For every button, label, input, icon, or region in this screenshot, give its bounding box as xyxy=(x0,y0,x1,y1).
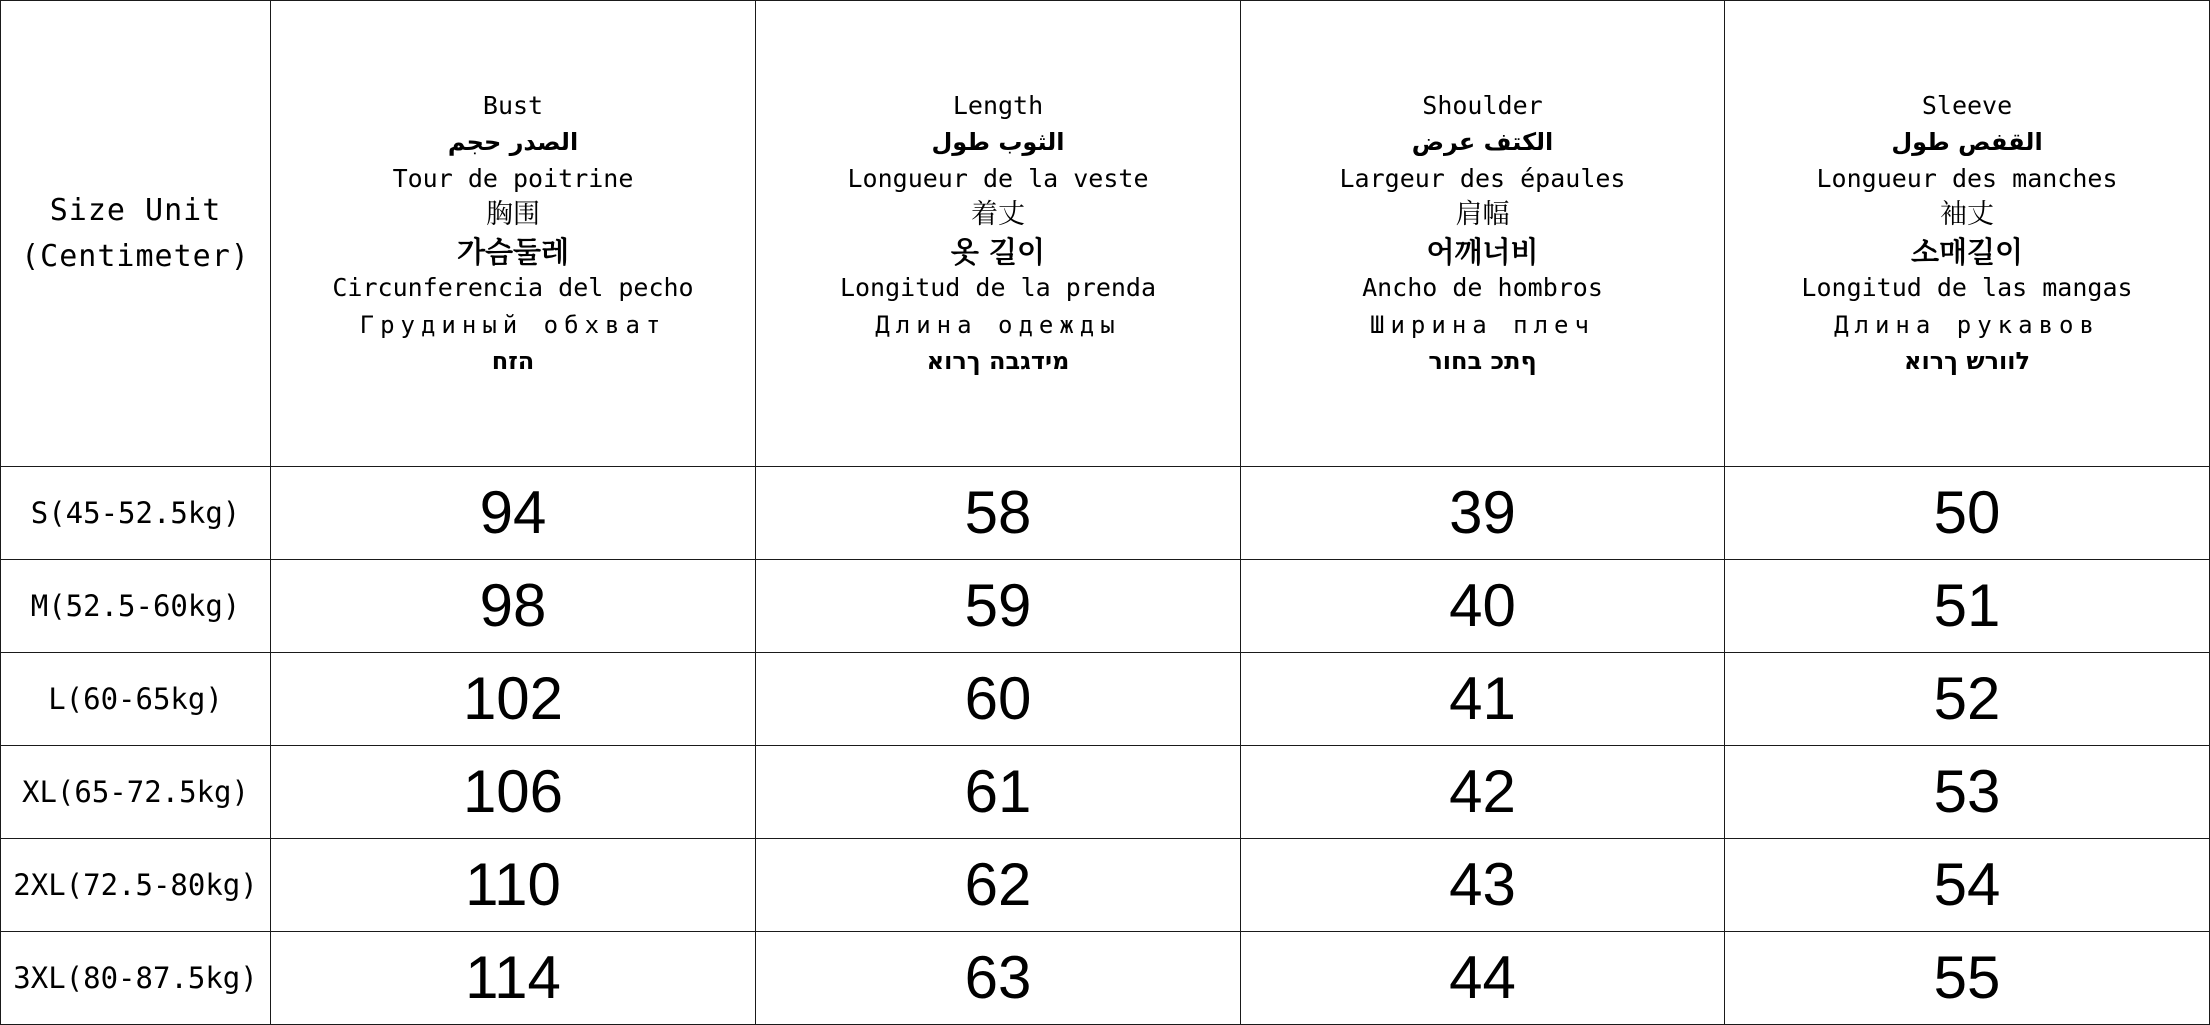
shoulder-value: 44 xyxy=(1241,932,1725,1025)
size-unit-header xyxy=(1,1,271,467)
header-text-ar: الثوب طول xyxy=(931,128,1065,156)
column-header-length xyxy=(756,1,1241,467)
shoulder-value: 40 xyxy=(1241,560,1725,653)
header-text-ar: الكتف عرض xyxy=(1411,128,1554,156)
header-text-en: Bust xyxy=(482,90,544,120)
header-text-fr: Longueur des manches xyxy=(1816,163,2118,193)
table-row xyxy=(1,653,2210,746)
bust-value: 114 xyxy=(271,932,756,1025)
column-header-bust xyxy=(271,1,756,467)
header-text-ko: 소매길이 xyxy=(1910,234,2024,269)
header-text-ru: Ширина плеч xyxy=(1370,310,1595,339)
shoulder-value: 39 xyxy=(1241,467,1725,560)
length-value: 62 xyxy=(756,839,1241,932)
length-value: 59 xyxy=(756,560,1241,653)
header-row xyxy=(1,1,2210,467)
header-text-fr: Longueur de la veste xyxy=(847,163,1149,193)
size-label: S(45-52.5kg) xyxy=(1,467,271,560)
header-text-en: Length xyxy=(952,90,1044,120)
size-label: M(52.5-60kg) xyxy=(1,560,271,653)
header-text-ar: القفص طول xyxy=(1891,128,2043,156)
header-text-ru: Грудиный обхват xyxy=(359,310,667,339)
bust-value: 94 xyxy=(271,467,756,560)
header-text-ko: 어깨너비 xyxy=(1426,234,1539,269)
size-label: L(60-65kg) xyxy=(1,653,271,746)
header-text-he: הזח xyxy=(491,347,535,375)
header-text-zh: 胸围 xyxy=(486,199,540,230)
length-value: 58 xyxy=(756,467,1241,560)
size-label: XL(65-72.5kg) xyxy=(1,746,271,839)
table-row xyxy=(1,560,2210,653)
header-text-fr: Largeur des épaules xyxy=(1339,163,1626,193)
size-unit-label: Size Unit xyxy=(49,192,222,228)
shoulder-value: 43 xyxy=(1241,839,1725,932)
header-text-he: מידגבה ךרוא xyxy=(926,347,1070,375)
bust-value: 106 xyxy=(271,746,756,839)
shoulder-value: 42 xyxy=(1241,746,1725,839)
sleeve-value: 54 xyxy=(1725,839,2210,932)
table-row xyxy=(1,746,2210,839)
header-text-en: Shoulder xyxy=(1422,90,1543,120)
sleeve-value: 50 xyxy=(1725,467,2210,560)
header-text-es: Circunferencia del pecho xyxy=(332,273,694,302)
column-header-sleeve xyxy=(1725,1,2210,467)
sleeve-value: 51 xyxy=(1725,560,2210,653)
column-header-shoulder xyxy=(1241,1,1725,467)
table-row xyxy=(1,839,2210,932)
header-text-es: Ancho de hombros xyxy=(1362,273,1603,302)
header-text-en: Sleeve xyxy=(1921,90,2013,120)
table-row xyxy=(1,932,2210,1025)
bust-value: 98 xyxy=(271,560,756,653)
header-text-ru: Длина рукавов xyxy=(1834,310,2100,339)
shoulder-value: 41 xyxy=(1241,653,1725,746)
header-text-ko: 가슴둘레 xyxy=(456,234,570,269)
length-value: 61 xyxy=(756,746,1241,839)
header-text-ar: الصدر حجم xyxy=(447,128,579,156)
length-value: 63 xyxy=(756,932,1241,1025)
header-text-zh: 着丈 xyxy=(971,199,1025,230)
sleeve-value: 55 xyxy=(1725,932,2210,1025)
header-text-he: ףתכ בחור xyxy=(1428,347,1537,375)
sleeve-value: 52 xyxy=(1725,653,2210,746)
size-unit-measure: (Centimeter) xyxy=(21,238,250,274)
header-text-he: לוורש ךרוא xyxy=(1903,347,2031,375)
header-text-ko: 옷 길이 xyxy=(950,234,1046,269)
size-label: 3XL(80-87.5kg) xyxy=(1,932,271,1025)
header-text-es: Longitud de las mangas xyxy=(1801,273,2133,302)
header-text-fr: Tour de poitrine xyxy=(392,163,634,193)
header-text-zh: 袖丈 xyxy=(1940,199,1994,230)
header-text-zh: 肩幅 xyxy=(1455,199,1510,230)
size-label: 2XL(72.5-80kg) xyxy=(1,839,271,932)
table-row xyxy=(1,467,2210,560)
length-value: 60 xyxy=(756,653,1241,746)
header-text-ru: Длина одежды xyxy=(875,310,1121,339)
header-text-es: Longitud de la prenda xyxy=(839,273,1157,302)
sleeve-value: 53 xyxy=(1725,746,2210,839)
bust-value: 110 xyxy=(271,839,756,932)
bust-value: 102 xyxy=(271,653,756,746)
